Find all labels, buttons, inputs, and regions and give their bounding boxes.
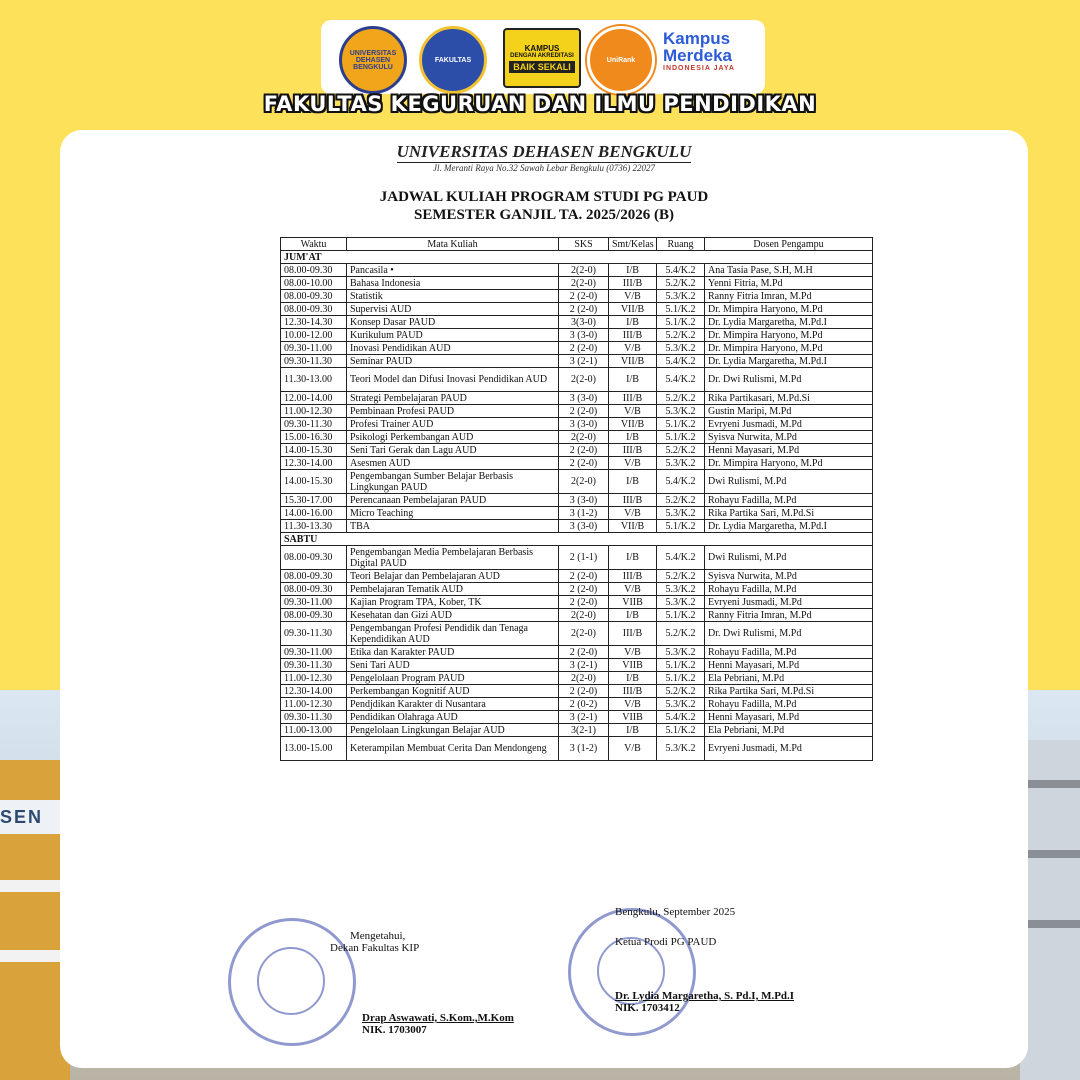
table-row	[281, 685, 873, 698]
room-cell: 5.2/K.2	[657, 622, 705, 646]
sks-cell: 2 (2-0)	[559, 342, 609, 355]
lecturer-cell: Dr. Mimpira Haryono, M.Pd	[705, 329, 873, 342]
room-cell: 5.1/K.2	[657, 672, 705, 685]
sign-role: Dekan Fakultas KIP	[330, 942, 420, 954]
lecturer-cell: Dr. Dwi Rulismi, M.Pd	[705, 368, 873, 392]
time-cell: 15.30-17.00	[281, 494, 347, 507]
schedule-table	[280, 237, 873, 761]
time-cell: 08.00-09.30	[281, 264, 347, 277]
prodi-head-name: Dr. Lydia Margaretha, S. Pd.I, M.Pd.I	[615, 990, 795, 1002]
room-cell: 5.4/K.2	[657, 264, 705, 277]
class-cell: III/B	[609, 622, 657, 646]
lecturer-cell: Dr. Lydia Margaretha, M.Pd.I	[705, 355, 873, 368]
table-row	[281, 444, 873, 457]
column-header: Smt/Kelas	[609, 238, 657, 251]
sks-cell: 2 (2-0)	[559, 405, 609, 418]
room-cell: 5.2/K.2	[657, 444, 705, 457]
sks-cell: 2(2-0)	[559, 368, 609, 392]
building-right	[1020, 740, 1080, 1080]
table-row	[281, 698, 873, 711]
course-cell: Seminar PAUD	[347, 355, 559, 368]
course-cell: Asesmen AUD	[347, 457, 559, 470]
faculty-title: FAKULTAS KEGURUAN DAN ILMU PENDIDIKAN	[263, 92, 817, 116]
time-cell: 12.30-14.00	[281, 457, 347, 470]
class-cell: I/B	[609, 431, 657, 444]
class-cell: V/B	[609, 646, 657, 659]
room-cell: 5.1/K.2	[657, 724, 705, 737]
sks-cell: 2(2-0)	[559, 264, 609, 277]
table-row	[281, 520, 873, 533]
prodi-signature-block	[615, 936, 794, 1014]
room-cell: 5.2/K.2	[657, 329, 705, 342]
lecturer-cell: Dr. Mimpira Haryono, M.Pd	[705, 303, 873, 316]
time-cell: 09.30-11.30	[281, 418, 347, 431]
class-cell: V/B	[609, 405, 657, 418]
sks-cell: 2 (2-0)	[559, 583, 609, 596]
room-cell: 5.1/K.2	[657, 520, 705, 533]
class-cell: VII/B	[609, 303, 657, 316]
sks-cell: 3 (3-0)	[559, 392, 609, 405]
class-cell: VII/B	[609, 418, 657, 431]
lecturer-cell: Evryeni Jusmadi, M.Pd	[705, 596, 873, 609]
schedule-subtitle: SEMESTER GANJIL TA. 2025/2026 (B)	[414, 207, 674, 223]
course-cell: Pengelolaan Program PAUD	[347, 672, 559, 685]
time-cell: 11.00-12.30	[281, 672, 347, 685]
course-cell: Pengembangan Sumber Belajar Berbasis Lingkungan PAUD	[347, 470, 559, 494]
university-logo: UNIVERSITAS DEHASEN BENGKULU	[339, 26, 407, 94]
class-cell: VIIB	[609, 596, 657, 609]
course-cell: TBA	[347, 520, 559, 533]
class-cell: I/B	[609, 316, 657, 329]
time-cell: 11.00-12.30	[281, 698, 347, 711]
time-cell: 08.00-09.30	[281, 290, 347, 303]
column-header: Mata Kuliah	[347, 238, 559, 251]
room-cell: 5.3/K.2	[657, 405, 705, 418]
time-cell: 11.30-13.00	[281, 368, 347, 392]
time-cell: 10.00-12.00	[281, 329, 347, 342]
dean-name: Drap Aswawati, S.Kom.,M.Kom	[362, 1012, 514, 1024]
class-cell: III/B	[609, 494, 657, 507]
table-row	[281, 609, 873, 622]
class-cell: III/B	[609, 277, 657, 290]
table-header-row	[281, 238, 873, 251]
class-cell: V/B	[609, 698, 657, 711]
time-cell: 09.30-11.30	[281, 622, 347, 646]
table-row	[281, 277, 873, 290]
class-cell: I/B	[609, 672, 657, 685]
course-cell: Pengembangan Media Pembelajaran Berbasis Digital PAUD	[347, 546, 559, 570]
lecturer-cell: Gustin Maripi, M.Pd	[705, 405, 873, 418]
column-header: Waktu	[281, 238, 347, 251]
time-cell: 14.00-15.30	[281, 470, 347, 494]
room-cell: 5.3/K.2	[657, 737, 705, 761]
accreditation-logo: KAMPUS DENGAN AKREDITASI BAIK SEKALI	[503, 28, 581, 88]
course-cell: Perkembangan Kognitif AUD	[347, 685, 559, 698]
table-row	[281, 457, 873, 470]
course-cell: Teori Belajar dan Pembelajaran AUD	[347, 570, 559, 583]
course-cell: Psikologi Perkembangan AUD	[347, 431, 559, 444]
time-cell: 09.30-11.30	[281, 355, 347, 368]
class-cell: III/B	[609, 685, 657, 698]
day-header-row	[281, 533, 873, 546]
table-row	[281, 368, 873, 392]
prodi-head-nik: NIK. 1703412	[615, 1002, 680, 1014]
lecturer-cell: Evryeni Jusmadi, M.Pd	[705, 418, 873, 431]
class-cell: VII/B	[609, 355, 657, 368]
table-row	[281, 329, 873, 342]
room-cell: 5.2/K.2	[657, 392, 705, 405]
lecturer-cell: Henni Mayasari, M.Pd	[705, 444, 873, 457]
logo-bar	[321, 20, 765, 94]
table-row	[281, 570, 873, 583]
time-cell: 08.00-09.30	[281, 546, 347, 570]
time-cell: 11.00-12.30	[281, 405, 347, 418]
time-cell: 08.00-09.30	[281, 570, 347, 583]
time-cell: 09.30-11.00	[281, 596, 347, 609]
dean-nik: NIK. 1703007	[362, 1024, 427, 1036]
lecturer-cell: Dwi Rulismi, M.Pd	[705, 546, 873, 570]
sks-cell: 3 (1-2)	[559, 737, 609, 761]
faculty-logo: FAKULTAS	[419, 26, 487, 94]
sks-cell: 2 (2-0)	[559, 457, 609, 470]
column-header: Ruang	[657, 238, 705, 251]
sign-label: Mengetahui,	[350, 930, 406, 942]
time-cell: 09.30-11.30	[281, 711, 347, 724]
time-cell: 14.00-16.00	[281, 507, 347, 520]
lecturer-cell: Rika Partikasari, M.Pd.Si	[705, 392, 873, 405]
sks-cell: 3(3-0)	[559, 316, 609, 329]
sks-cell: 3 (3-0)	[559, 418, 609, 431]
lecturer-cell: Ela Pebriani, M.Pd	[705, 672, 873, 685]
sks-cell: 2 (2-0)	[559, 570, 609, 583]
room-cell: 5.4/K.2	[657, 546, 705, 570]
kampus-merdeka-logo: Kampus Merdeka INDONESIA JAYA	[663, 29, 735, 72]
class-cell: V/B	[609, 290, 657, 303]
course-cell: Profesi Trainer AUD	[347, 418, 559, 431]
schedule-card	[60, 130, 1028, 1068]
sks-cell: 2(2-0)	[559, 672, 609, 685]
lecturer-cell: Yenni Fitria, M.Pd	[705, 277, 873, 290]
lecturer-cell: Dr. Lydia Margaretha, M.Pd.I	[705, 316, 873, 329]
course-cell: Inovasi Pendidikan AUD	[347, 342, 559, 355]
course-cell: Pengelolaan Lingkungan Belajar AUD	[347, 724, 559, 737]
table-row	[281, 659, 873, 672]
table-row	[281, 303, 873, 316]
table-row	[281, 392, 873, 405]
table-row	[281, 290, 873, 303]
class-cell: I/B	[609, 724, 657, 737]
time-cell: 13.00-15.00	[281, 737, 347, 761]
lecturer-cell: Henni Mayasari, M.Pd	[705, 711, 873, 724]
time-cell: 14.00-15.30	[281, 444, 347, 457]
table-row	[281, 405, 873, 418]
sks-cell: 3 (2-1)	[559, 711, 609, 724]
room-cell: 5.2/K.2	[657, 570, 705, 583]
course-cell: Keterampilan Membuat Cerita Dan Mendongeng	[347, 737, 559, 761]
sks-cell: 2 (2-0)	[559, 685, 609, 698]
room-cell: 5.3/K.2	[657, 290, 705, 303]
course-cell: Konsep Dasar PAUD	[347, 316, 559, 329]
room-cell: 5.4/K.2	[657, 470, 705, 494]
room-cell: 5.2/K.2	[657, 277, 705, 290]
sks-cell: 3 (3-0)	[559, 494, 609, 507]
sks-cell: 2 (2-0)	[559, 646, 609, 659]
lecturer-cell: Dr. Mimpira Haryono, M.Pd	[705, 457, 873, 470]
lecturer-cell: Ranny Fitria Imran, M.Pd	[705, 290, 873, 303]
table-row	[281, 355, 873, 368]
lecturer-cell: Rohayu Fadilla, M.Pd	[705, 698, 873, 711]
room-cell: 5.3/K.2	[657, 457, 705, 470]
lecturer-cell: Ana Tasia Pase, S.H, M.H	[705, 264, 873, 277]
lecturer-cell: Rika Partika Sari, M.Pd.Si	[705, 685, 873, 698]
column-header: SKS	[559, 238, 609, 251]
sks-cell: 2(2-0)	[559, 622, 609, 646]
class-cell: I/B	[609, 264, 657, 277]
course-cell: Pembinaan Profesi PAUD	[347, 405, 559, 418]
course-cell: Statistik	[347, 290, 559, 303]
sks-cell: 2(2-0)	[559, 470, 609, 494]
room-cell: 5.3/K.2	[657, 596, 705, 609]
lecturer-cell: Rohayu Fadilla, M.Pd	[705, 583, 873, 596]
lecturer-cell: Dr. Mimpira Haryono, M.Pd	[705, 342, 873, 355]
lecturer-cell: Dwi Rulismi, M.Pd	[705, 470, 873, 494]
time-cell: 11.00-13.00	[281, 724, 347, 737]
lecturer-cell: Dr. Dwi Rulismi, M.Pd	[705, 622, 873, 646]
course-cell: Pendidikan Olahraga AUD	[347, 711, 559, 724]
room-cell: 5.1/K.2	[657, 316, 705, 329]
course-cell: Kurikulum PAUD	[347, 329, 559, 342]
table-row	[281, 646, 873, 659]
lecturer-cell: Rohayu Fadilla, M.Pd	[705, 494, 873, 507]
sks-cell: 2 (1-1)	[559, 546, 609, 570]
class-cell: V/B	[609, 507, 657, 520]
sks-cell: 2(2-0)	[559, 431, 609, 444]
sks-cell: 2(2-0)	[559, 277, 609, 290]
room-cell: 5.2/K.2	[657, 685, 705, 698]
room-cell: 5.4/K.2	[657, 355, 705, 368]
table-row	[281, 622, 873, 646]
class-cell: III/B	[609, 392, 657, 405]
time-cell: 09.30-11.00	[281, 342, 347, 355]
time-cell: 12.30-14.30	[281, 316, 347, 329]
day-header-row	[281, 251, 873, 264]
university-address: Jl. Meranti Raya No.32 Sawah Lebar Bengkulu (0736) 22027	[433, 163, 655, 173]
room-cell: 5.3/K.2	[657, 507, 705, 520]
time-cell: 11.30-13.30	[281, 520, 347, 533]
university-name: UNIVERSITAS DEHASEN BENGKULU	[396, 142, 692, 161]
class-cell: I/B	[609, 609, 657, 622]
table-row	[281, 316, 873, 329]
time-cell: 08.00-09.30	[281, 609, 347, 622]
room-cell: 5.1/K.2	[657, 431, 705, 444]
day-label: SABTU	[281, 533, 873, 546]
lecturer-cell: Ela Pebriani, M.Pd	[705, 724, 873, 737]
course-cell: Kajian Program TPA, Kober, TK	[347, 596, 559, 609]
time-cell: 08.00-09.30	[281, 583, 347, 596]
course-cell: Seni Tari Gerak dan Lagu AUD	[347, 444, 559, 457]
sks-cell: 2 (2-0)	[559, 596, 609, 609]
lecturer-cell: Henni Mayasari, M.Pd	[705, 659, 873, 672]
course-cell: Etika dan Karakter PAUD	[347, 646, 559, 659]
sks-cell: 3 (1-2)	[559, 507, 609, 520]
room-cell: 5.2/K.2	[657, 494, 705, 507]
room-cell: 5.1/K.2	[657, 609, 705, 622]
table-row	[281, 342, 873, 355]
room-cell: 5.4/K.2	[657, 368, 705, 392]
course-cell: Pembelajaran Tematik AUD	[347, 583, 559, 596]
sks-cell: 3(2-1)	[559, 724, 609, 737]
course-cell: Pendjdikan Karakter di Nusantara	[347, 698, 559, 711]
room-cell: 5.1/K.2	[657, 418, 705, 431]
class-cell: I/B	[609, 368, 657, 392]
class-cell: V/B	[609, 457, 657, 470]
table-row	[281, 596, 873, 609]
course-cell: Teori Model dan Difusi Inovasi Pendidikan AUD	[347, 368, 559, 392]
lecturer-cell: Rika Partika Sari, M.Pd.Si	[705, 507, 873, 520]
lecturer-cell: Syisva Nurwita, M.Pd	[705, 570, 873, 583]
table-row	[281, 583, 873, 596]
course-cell: Strategi Pembelajaran PAUD	[347, 392, 559, 405]
time-cell: 15.00-16.30	[281, 431, 347, 444]
class-cell: V/B	[609, 342, 657, 355]
table-row	[281, 470, 873, 494]
course-cell: Kesehatan dan Gizi AUD	[347, 609, 559, 622]
room-cell: 5.1/K.2	[657, 303, 705, 316]
lecturer-cell: Ranny Fitria Imran, M.Pd	[705, 609, 873, 622]
table-body	[281, 251, 873, 761]
class-cell: III/B	[609, 444, 657, 457]
time-cell: 12.30-14.00	[281, 685, 347, 698]
course-cell: Bahasa Indonesia	[347, 277, 559, 290]
building-sign: SEN	[0, 800, 70, 834]
time-cell: 09.30-11.00	[281, 646, 347, 659]
course-cell: Pancasila •	[347, 264, 559, 277]
class-cell: VIIB	[609, 711, 657, 724]
time-cell: 09.30-11.30	[281, 659, 347, 672]
class-cell: III/B	[609, 329, 657, 342]
class-cell: VIIB	[609, 659, 657, 672]
class-cell: I/B	[609, 470, 657, 494]
sks-cell: 3 (3-0)	[559, 329, 609, 342]
time-cell: 08.00-10.00	[281, 277, 347, 290]
room-cell: 5.3/K.2	[657, 698, 705, 711]
table-row	[281, 672, 873, 685]
table-row	[281, 264, 873, 277]
course-cell: Micro Teaching	[347, 507, 559, 520]
sks-cell: 2 (2-0)	[559, 303, 609, 316]
class-cell: VII/B	[609, 520, 657, 533]
sign-role: Ketua Prodi PG PAUD	[615, 936, 717, 948]
sks-cell: 2 (0-2)	[559, 698, 609, 711]
table-row	[281, 737, 873, 761]
sks-cell: 2 (2-0)	[559, 290, 609, 303]
table-row	[281, 431, 873, 444]
course-cell: Supervisi AUD	[347, 303, 559, 316]
table-row	[281, 418, 873, 431]
course-cell: Seni Tari AUD	[347, 659, 559, 672]
lecturer-cell: Dr. Lydia Margaretha, M.Pd.I	[705, 520, 873, 533]
room-cell: 5.3/K.2	[657, 583, 705, 596]
time-cell: 12.00-14.00	[281, 392, 347, 405]
place-date: Bengkulu, September 2025	[615, 906, 736, 918]
lecturer-cell: Evryeni Jusmadi, M.Pd	[705, 737, 873, 761]
sks-cell: 2 (2-0)	[559, 444, 609, 457]
table-row	[281, 546, 873, 570]
course-cell: Perencanaan Pembelajaran PAUD	[347, 494, 559, 507]
room-cell: 5.3/K.2	[657, 646, 705, 659]
room-cell: 5.3/K.2	[657, 342, 705, 355]
sks-cell: 2(2-0)	[559, 609, 609, 622]
class-cell: I/B	[609, 546, 657, 570]
time-cell: 08.00-09.30	[281, 303, 347, 316]
column-header: Dosen Pengampu	[705, 238, 873, 251]
class-cell: III/B	[609, 570, 657, 583]
table-row	[281, 711, 873, 724]
table-row	[281, 507, 873, 520]
lecturer-cell: Rohayu Fadilla, M.Pd	[705, 646, 873, 659]
class-cell: V/B	[609, 583, 657, 596]
room-cell: 5.1/K.2	[657, 659, 705, 672]
lecturer-cell: Syisva Nurwita, M.Pd	[705, 431, 873, 444]
class-cell: V/B	[609, 737, 657, 761]
course-cell: Pengembangan Profesi Pendidik dan Tenaga Kependidikan AUD	[347, 622, 559, 646]
day-label: JUM'AT	[281, 251, 873, 264]
room-cell: 5.4/K.2	[657, 711, 705, 724]
table-row	[281, 494, 873, 507]
table-row	[281, 724, 873, 737]
dean-signature-block	[310, 930, 514, 1036]
sks-cell: 3 (2-1)	[559, 355, 609, 368]
unirank-logo: UniRank	[587, 26, 655, 94]
schedule-title: JADWAL KULIAH PROGRAM STUDI PG PAUD	[379, 189, 709, 205]
sks-cell: 3 (2-1)	[559, 659, 609, 672]
sks-cell: 3 (3-0)	[559, 520, 609, 533]
